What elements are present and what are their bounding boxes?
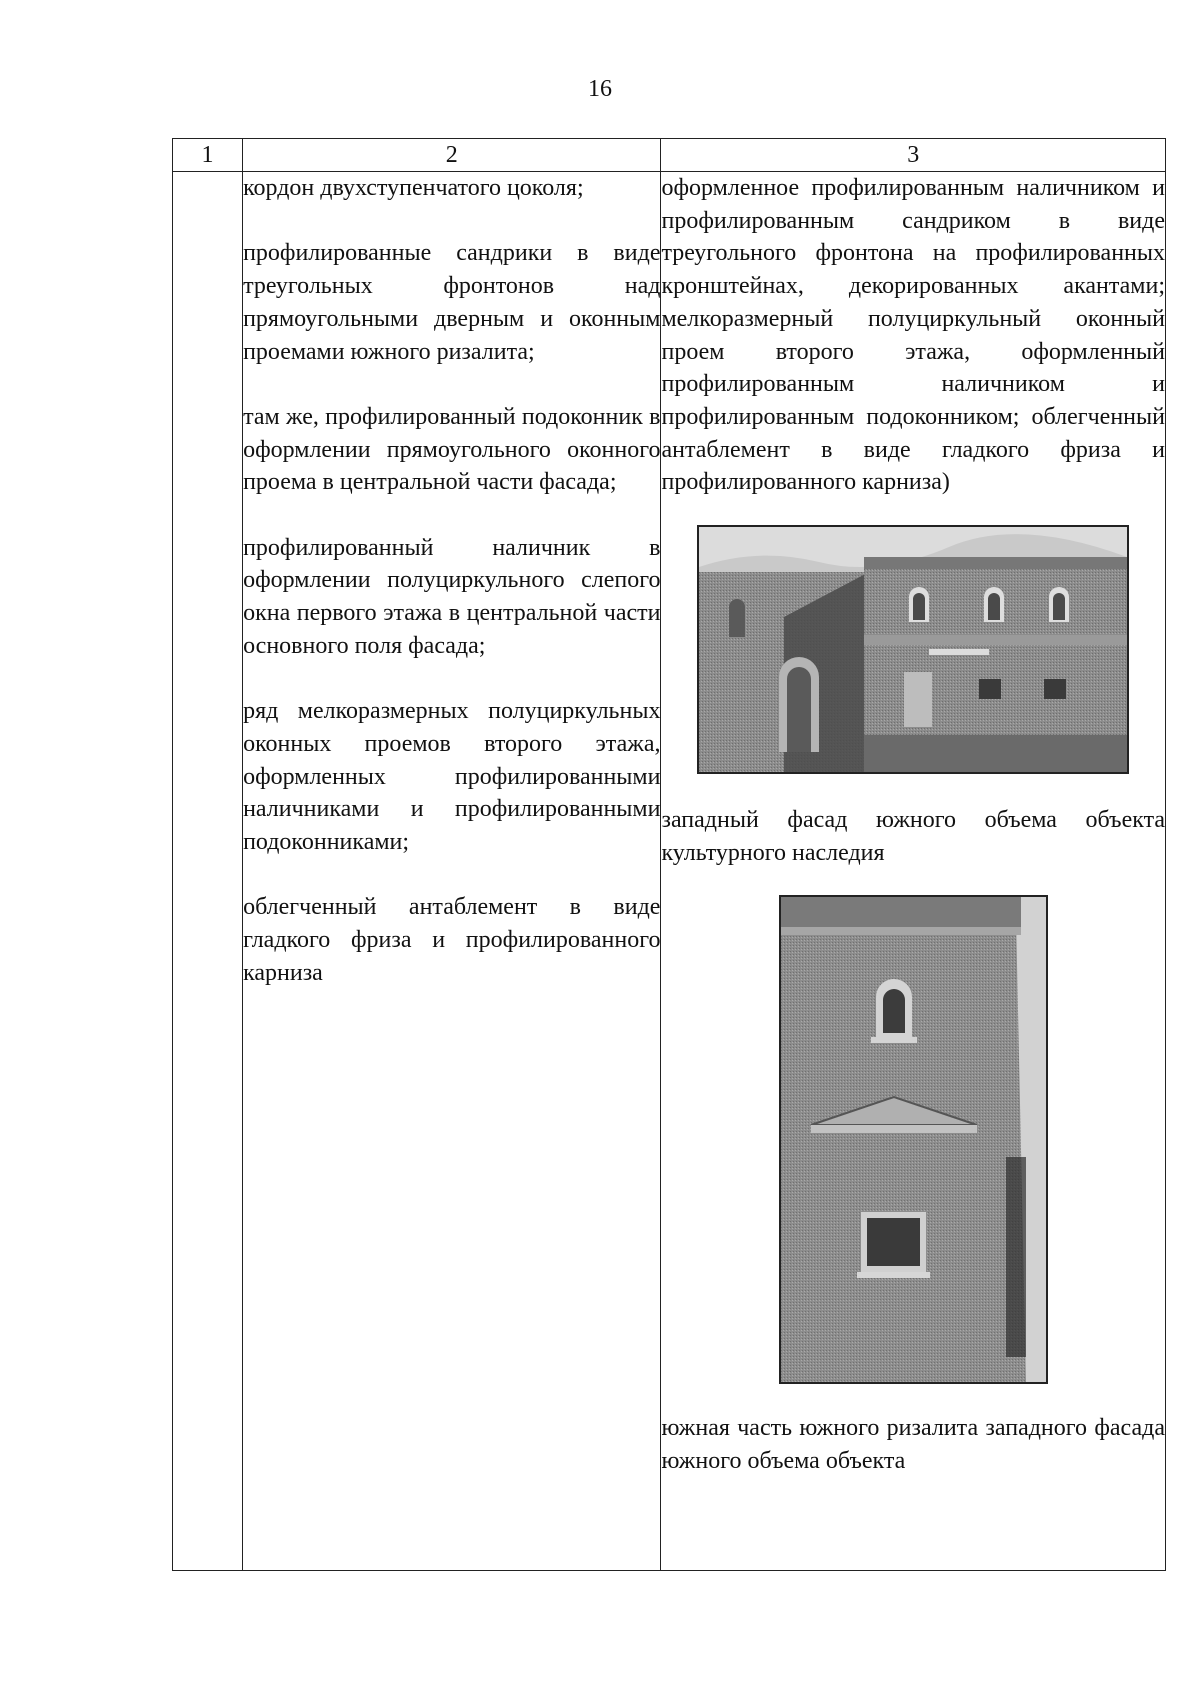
table-row [173, 172, 1166, 1571]
cell-features-list [243, 172, 661, 1571]
feature-item: профилированный наличник в оформлении полуциркульного слепого окна первого этажа в центральной части основного поля фасада; [243, 534, 661, 659]
feature-item: облегченный антаблемент в виде гладкого фриза и профилированного карниза [243, 894, 661, 986]
photo2-caption: южная часть южного ризалита западного фасада южного объема объекта [661, 1415, 1165, 1475]
cell-number [173, 172, 243, 1571]
south-risalit-photo [779, 895, 1048, 1384]
description-text: оформленное профилированным наличником и профилированным сандриком в виде треугольного фронтона на профилированных кронштейнах, декорированных акантами; мелкоразмерный полуциркульный оконный проем второго этажа, оформленный профилированным наличником и профилированным подоконником; облегченный антаблемент в виде гладкого фриза и профилированного карниза) [661, 175, 1165, 496]
feature-item: профилированные сандрики в виде треугольных фронтонов над прямоугольными дверным и оконным проемами южного ризалита; [243, 240, 661, 365]
cell-description [661, 172, 1166, 1571]
heritage-features-table [172, 138, 1166, 1571]
header-col-1: 1 [173, 139, 243, 172]
west-facade-photo [697, 525, 1129, 774]
header-col-3: 3 [661, 139, 1166, 172]
table-header-row [173, 139, 1166, 172]
feature-item: там же, профилированный подоконник в оформлении прямоугольного оконного проема в центральной части фасада; [243, 403, 661, 496]
page-number: 16 [588, 76, 612, 102]
feature-item: кордон двухступенчатого цоколя; [243, 175, 584, 201]
header-col-2: 2 [243, 139, 661, 172]
photo1-caption: западный фасад южного объема объекта культурного наследия [661, 807, 1165, 866]
feature-item: ряд мелкоразмерных полуциркульных оконных проемов второго этажа, оформленных профилированными наличниками и профилированными подоконниками; [243, 698, 661, 855]
